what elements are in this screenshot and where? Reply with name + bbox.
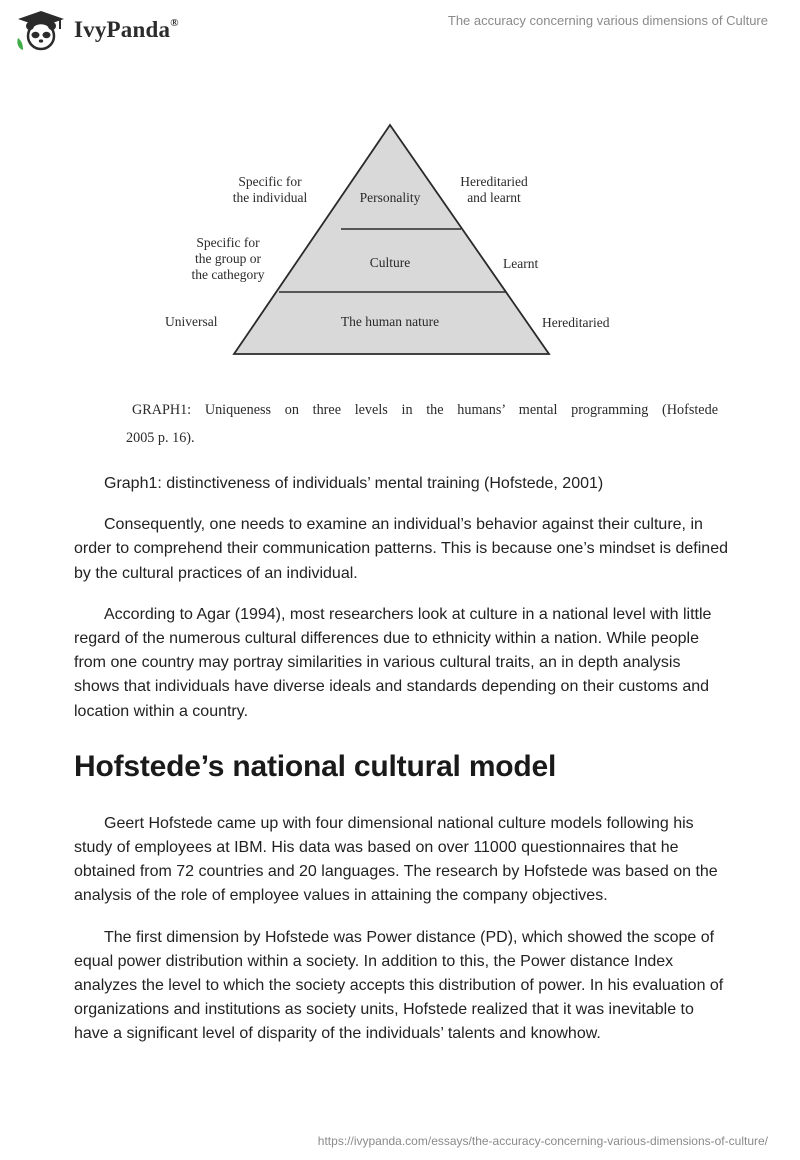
level-left-individual-text: Specific for the individual <box>232 174 308 205</box>
figure-caption <box>126 396 718 452</box>
graph-note-paragraph: Graph1: distinctiveness of individuals’ mental training (Hofstede, 2001) <box>104 475 604 492</box>
level-right-hereditaried-learnt-text: Hereditaried and learnt <box>460 174 528 205</box>
page-header <box>0 0 800 60</box>
running-title: The accuracy concerning various dimensions of Culture <box>447 13 768 28</box>
ivypanda-logo[interactable] <box>14 8 179 52</box>
level-center-personality: Personality <box>359 190 421 205</box>
level-center-human-nature: The human nature <box>340 314 440 329</box>
level-left-universal: Universal <box>165 314 218 329</box>
level-left-individual <box>214 174 326 206</box>
pyramid-figure <box>150 118 650 368</box>
level-right-learnt: Learnt <box>503 256 539 271</box>
level-center-culture: Culture <box>369 255 411 270</box>
figure-caption-line-1: GRAPH1: Uniqueness on three levels in the humans’ mental programming (Hofstede <box>132 402 718 418</box>
level-left-group <box>178 235 278 283</box>
level-right-hereditaried-learnt <box>444 174 544 206</box>
body-paragraph: Geert Hofstede came up with four dimensional national culture models following his study of employees at IBM. His data was based on over 11000 questionnaires that he obtained from 72 countries and 20 languages. The research by Hofstede was based on the analysis of the role of employee values in attaining the company objectives. <box>74 814 718 905</box>
body-paragraph: According to Agar (1994), most researchers look at culture in a national level with little regard of the numerous cultural differences due to ethnicity within a nation. While people from one country may portray similarities in various cultural traits, an in depth analysis shows that individuals have diverse ideals and standards depending on their customs and location within a country. <box>74 605 712 720</box>
figure-caption-line-2: 2005 p. 16). <box>126 430 195 446</box>
body-paragraph: Consequently, one needs to examine an individual’s behavior against their culture, in order to comprehend their communication patterns. This is because one’s mindset is defined by the cultural practices of an individual. <box>74 516 728 582</box>
article-body <box>74 472 728 1064</box>
body-paragraph: The first dimension by Hofstede was Power distance (PD), which showed the scope of equal power distribution within a society. In addition to this, the Power distance Index analyzes the level to which the society accepts this distribution of power. In his evaluation of organizations and institutions as society units, Hofstede realized that it was inevitable to have a significant level of disparity of the individuals’ talents and knowhow. <box>74 928 724 1043</box>
panda-graduate-icon <box>14 8 68 52</box>
level-left-group-text: Specific for the group or the cathegory <box>191 235 265 282</box>
level-right-hereditaried: Hereditaried <box>542 315 610 330</box>
section-heading: Hofstede’s national cultural model <box>74 749 557 783</box>
source-url[interactable]: https://ivypanda.com/essays/the-accuracy-concerning-various-dimensions-of-culture/ <box>317 1134 768 1148</box>
logo-wordmark: IvyPanda® <box>74 17 179 42</box>
